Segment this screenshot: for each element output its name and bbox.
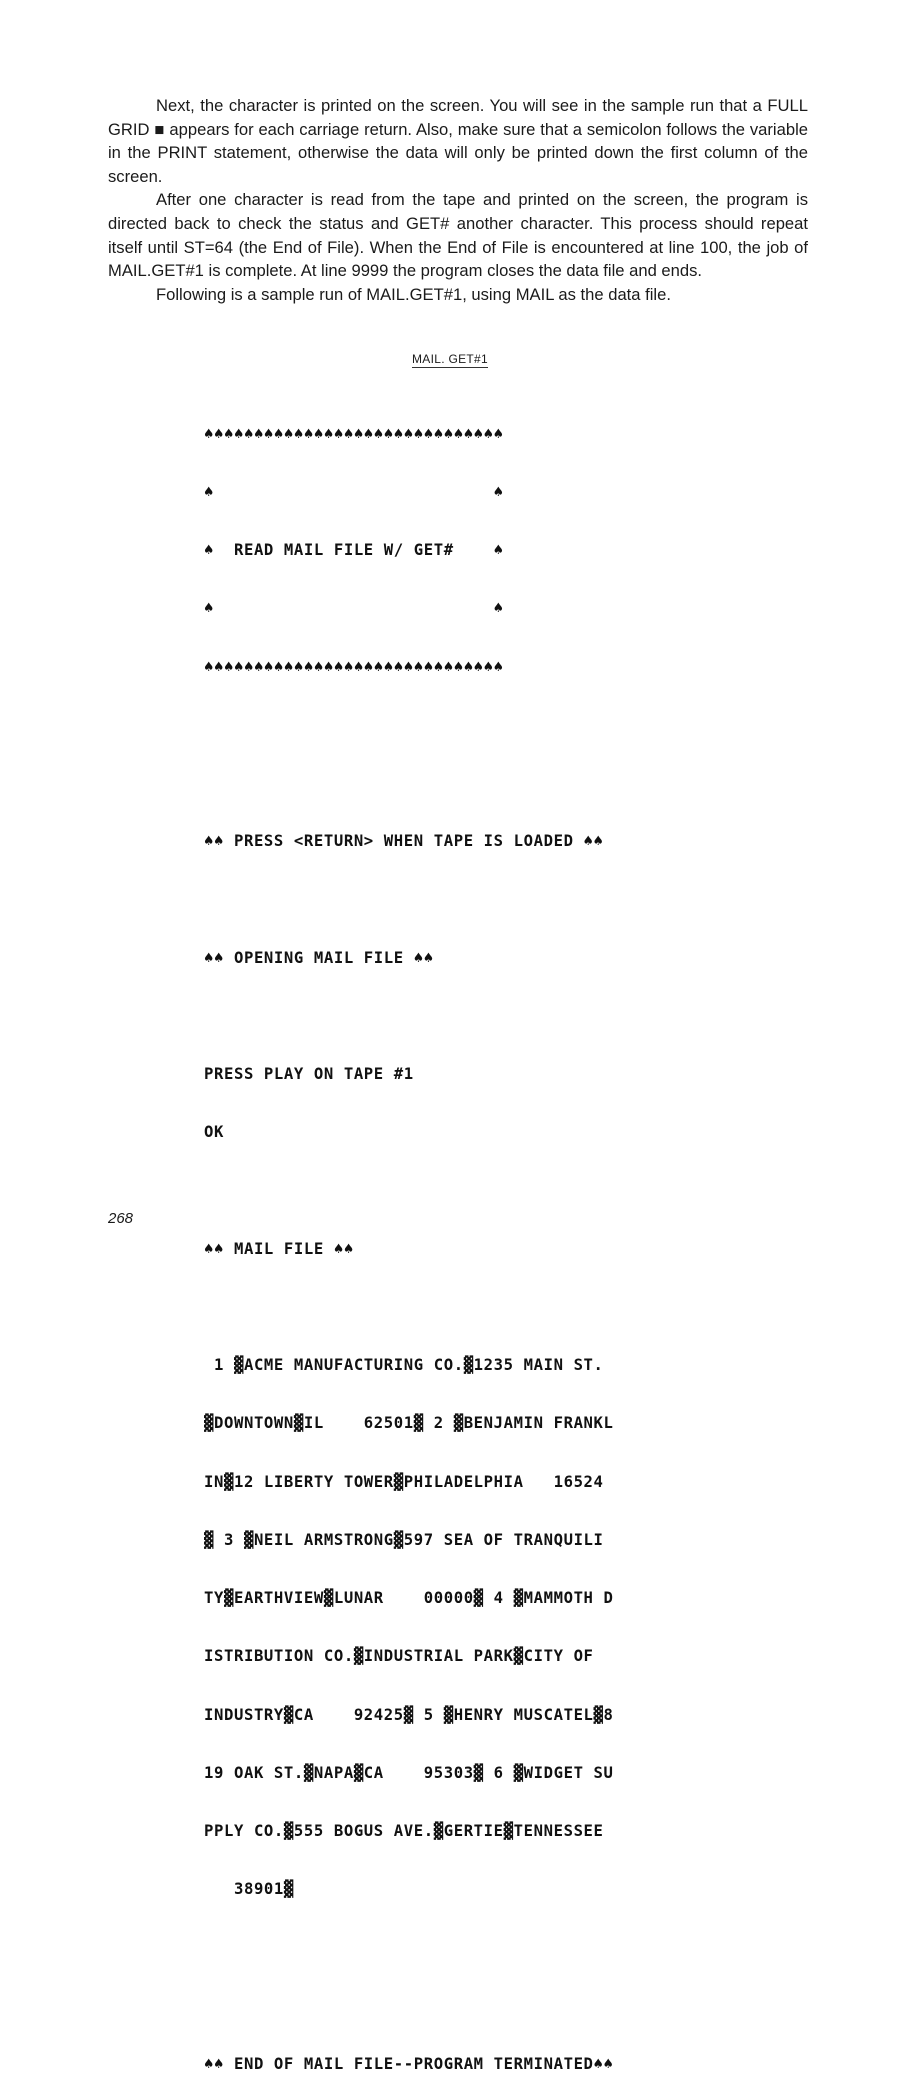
record-line: PPLY CO.▓555 BOGUS AVE.▓GERTIE▓TENNESSEE (204, 1821, 604, 1840)
record-line: TY▓EARTHVIEW▓LUNAR 00000▓ 4 ▓MAMMOTH D (204, 1589, 614, 1608)
paragraph-full-grid: Next, the character is printed on the screen. You will see in the sample run that a FULL GRID ■ appears for each carriage return. Also, make sure that a semicolon follows the variable in the PRINT statement, otherwise the data will only be printed down the first column of the screen. (108, 96, 808, 186)
banner-line: ♠♠♠♠♠♠♠♠♠♠♠♠♠♠♠♠♠♠♠♠♠♠♠♠♠♠♠♠♠♠ (204, 657, 504, 676)
banner-line: ♠ READ MAIL FILE W/ GET# ♠ (204, 541, 504, 560)
record-line: ▓ 3 ▓NEIL ARMSTRONG▓597 SEA OF TRANQUILI (204, 1530, 604, 1549)
record-line: INDUSTRY▓CA 92425▓ 5 ▓HENRY MUSCATEL▓8 (204, 1705, 614, 1724)
end-of-file-message: ♠♠ END OF MAIL FILE--PROGRAM TERMINATED♠♠ (204, 2054, 614, 2073)
record-line: 1 ▓ACME MANUFACTURING CO.▓1235 MAIN ST. (204, 1356, 604, 1375)
sample-run-output (204, 386, 764, 2094)
paragraph-sample-run-intro: Following is a sample run of MAIL.GET#1, using MAIL as the data file. (156, 284, 671, 304)
mail-file-header: ♠♠ MAIL FILE ♠♠ (204, 1239, 354, 1258)
press-play-message: PRESS PLAY ON TAPE #1 (204, 1065, 414, 1084)
record-line: 19 OAK ST.▓NAPA▓CA 95303▓ 6 ▓WIDGET SU (204, 1763, 614, 1782)
banner-line: ♠ ♠ (204, 483, 504, 502)
listing-caption: MAIL. GET#1 (412, 352, 488, 366)
record-line: ISTRIBUTION CO.▓INDUSTRIAL PARK▓CITY OF (204, 1647, 594, 1666)
paragraph-get-loop: After one character is read from the tape and printed on the screen, the program is directed back to check the status and GET# another character. This process should repeat itself until ST=64 (the End of File). When the End of File is encountered at line 100, the job of MAIL.GET#1 is complete. At line 9999 the program closes the data file and ends. (108, 190, 808, 281)
banner-line: ♠♠♠♠♠♠♠♠♠♠♠♠♠♠♠♠♠♠♠♠♠♠♠♠♠♠♠♠♠♠ (204, 424, 504, 443)
record-line: ▓DOWNTOWN▓IL 62501▓ 2 ▓BENJAMIN FRANKL (204, 1414, 614, 1433)
ok-message: OK (204, 1123, 224, 1142)
body-text (108, 94, 808, 306)
record-line: 38901▓ (204, 1880, 294, 1899)
press-return-message: ♠♠ PRESS <RETURN> WHEN TAPE IS LOADED ♠♠ (204, 832, 604, 851)
page-number: 268 (108, 1210, 134, 1227)
opening-file-message: ♠♠ OPENING MAIL FILE ♠♠ (204, 948, 434, 967)
record-line: IN▓12 LIBERTY TOWER▓PHILADELPHIA 16524 (204, 1472, 604, 1491)
banner-line: ♠ ♠ (204, 599, 504, 618)
